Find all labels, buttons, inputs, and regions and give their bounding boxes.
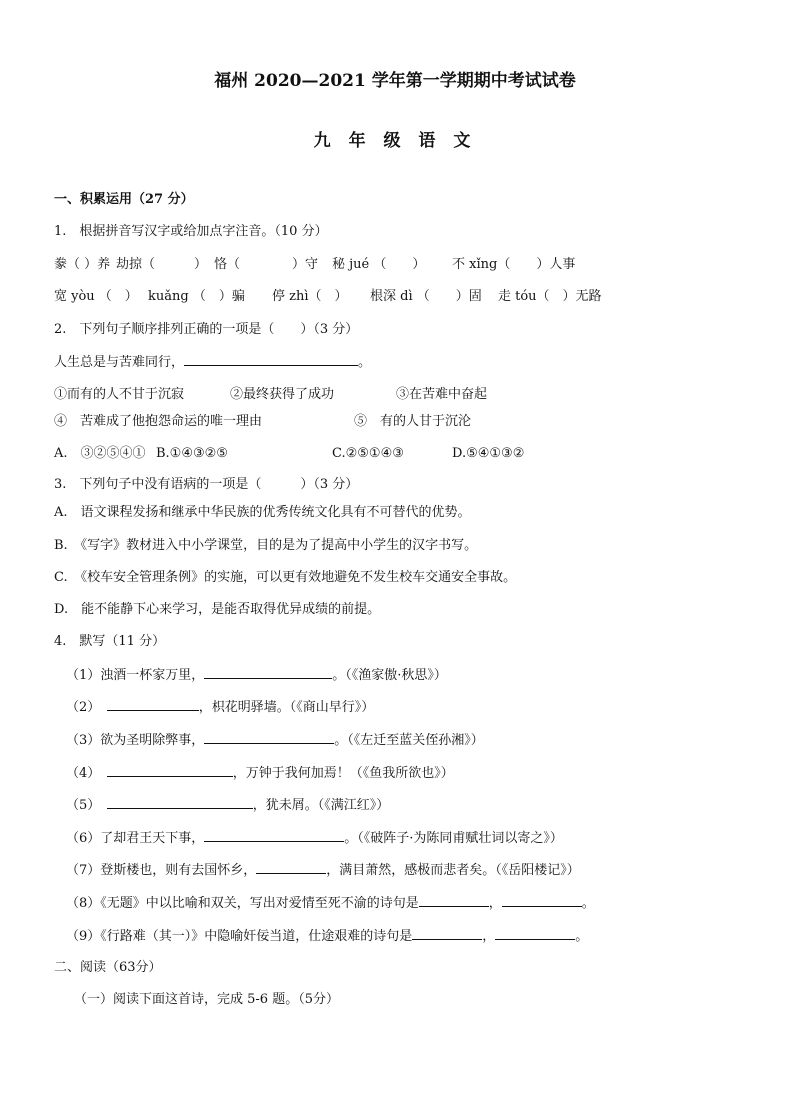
q2-option: B.①④③②⑤ xyxy=(156,446,228,461)
q1-item: 豢（ ）养 xyxy=(54,257,111,272)
q1-item: 不 xǐng（ ）人事 xyxy=(452,257,576,272)
answer-blank xyxy=(107,764,233,777)
q1-item: 走 tóu（ ）无路 xyxy=(498,289,602,304)
q2-option: C.②⑤①④③ xyxy=(332,446,404,461)
q1-item: 秘 jué （ ） xyxy=(332,257,426,272)
q3-stem: 3. 下列句子中没有语病的一项是（ ）（3 分） xyxy=(54,477,359,492)
q2-item: ③在苦难中奋起 xyxy=(396,387,488,402)
q2-item: ②最终获得了成功 xyxy=(230,387,335,402)
q4-stem: 4. 默写（11 分） xyxy=(54,634,166,649)
q4-item-3: （3）欲为圣明除弊事， 。（《左迁至蓝关侄孙湘》） xyxy=(66,733,484,748)
answer-blank xyxy=(204,666,332,679)
answer-blank xyxy=(256,861,326,874)
answer-blank xyxy=(495,927,575,940)
q1-item: kuǎng （ ）骗 xyxy=(148,289,245,304)
answer-blank xyxy=(419,894,489,907)
q2-item: ④ 苦难成了他抱怨命运的唯一理由 xyxy=(54,414,263,429)
q2-items-row2 xyxy=(54,413,471,431)
exam-title: 福州 2020—2021 学年第一学期期中考试试卷 xyxy=(214,71,576,91)
section1-heading: 一、积累运用（27 分） xyxy=(54,192,194,207)
q4-item-1: （1）浊酒一杯家万里， 。（《渔家傲·秋思》） xyxy=(66,668,447,683)
q3-option-d: D. 能不能静下心来学习，是能否取得优异成绩的前提。 xyxy=(54,602,381,617)
q4-item-9: （9）《行路难（其一）》中隐喻奸佞当道，仕途艰难的诗句是 ， 。 xyxy=(66,929,589,944)
q1-item: 宽 yòu （ ） xyxy=(54,289,138,304)
answer-blank xyxy=(107,698,199,711)
q3-option-c: C. 《校车安全管理条例》的实施，可以更有效地避免不发生校车交通安全事故。 xyxy=(54,570,517,585)
q4-item-5: （5） ，犹未屑。（《满江红》） xyxy=(66,798,390,813)
q1-item: 根深 dì （ ）固 xyxy=(370,289,482,304)
q1-item: 恪（ ）守 xyxy=(214,257,319,272)
q2-answer-blank xyxy=(184,353,358,366)
q2-stem: 2. 下列句子顺序排列正确的一项是（ ）（3 分） xyxy=(54,322,359,337)
q4-item-4: （4） ，万钟于我何加焉！（《鱼我所欲也》） xyxy=(66,766,454,781)
q1-row2 xyxy=(54,288,602,306)
q2-item: ①而有的人不甘于沉寂 xyxy=(54,387,185,402)
q3-option-b: B. 《写字》教材进入中小学课堂，目的是为了提高中小学生的汉字书写。 xyxy=(54,538,478,553)
q3-option-a: A. 语文课程发扬和继承中华民族的优秀传统文化具有不可替代的优势。 xyxy=(54,505,471,520)
q2-sentence-prefix: 人生总是与苦难同行， xyxy=(54,355,185,370)
answer-blank xyxy=(502,894,582,907)
answer-blank xyxy=(412,927,482,940)
answer-blank xyxy=(107,796,253,809)
q2-item: ⑤ 有的人甘于沉沦 xyxy=(354,414,472,429)
answer-blank xyxy=(204,829,344,842)
q4-item-6: （6）了却君王天下事， 。（《破阵子·为陈同甫赋壮词以寄之》） xyxy=(66,831,563,846)
q2-items-row1 xyxy=(54,386,487,404)
section2-heading: 二、阅读（63分） xyxy=(54,960,162,975)
q1-item: 停 zhì（ ） xyxy=(272,289,348,304)
answer-blank xyxy=(204,731,334,744)
exam-subtitle: 九 年 级 语 文 xyxy=(313,131,477,151)
q4-item-2: （2） ，枳花明驿墙。（《商山早行》） xyxy=(66,700,375,715)
q2-option: D.⑤④①③② xyxy=(452,446,525,461)
q2-option: A. ③②⑤④① xyxy=(54,446,146,461)
q1-row1 xyxy=(54,256,575,274)
section2-sub1: （一）阅读下面这首诗，完成 5-6 题。（5分） xyxy=(74,992,339,1007)
q4-item-7: （7）登斯楼也，则有去国怀乡， ，满目萧然，感极而悲者矣。（《岳阳楼记》） xyxy=(66,863,580,878)
q1-stem: 1. 根据拼音写汉字或给加点字注音。（10 分） xyxy=(54,224,328,239)
q2-sentence-suffix: 。 xyxy=(358,355,372,370)
q2-options xyxy=(54,445,524,463)
q1-item: 劫掠（ ） xyxy=(116,257,208,272)
q2-sentence xyxy=(54,353,371,372)
q4-item-8: （8）《无题》中以比喻和双关，写出对爱情至死不渝的诗句是 ， 。 xyxy=(66,896,595,911)
